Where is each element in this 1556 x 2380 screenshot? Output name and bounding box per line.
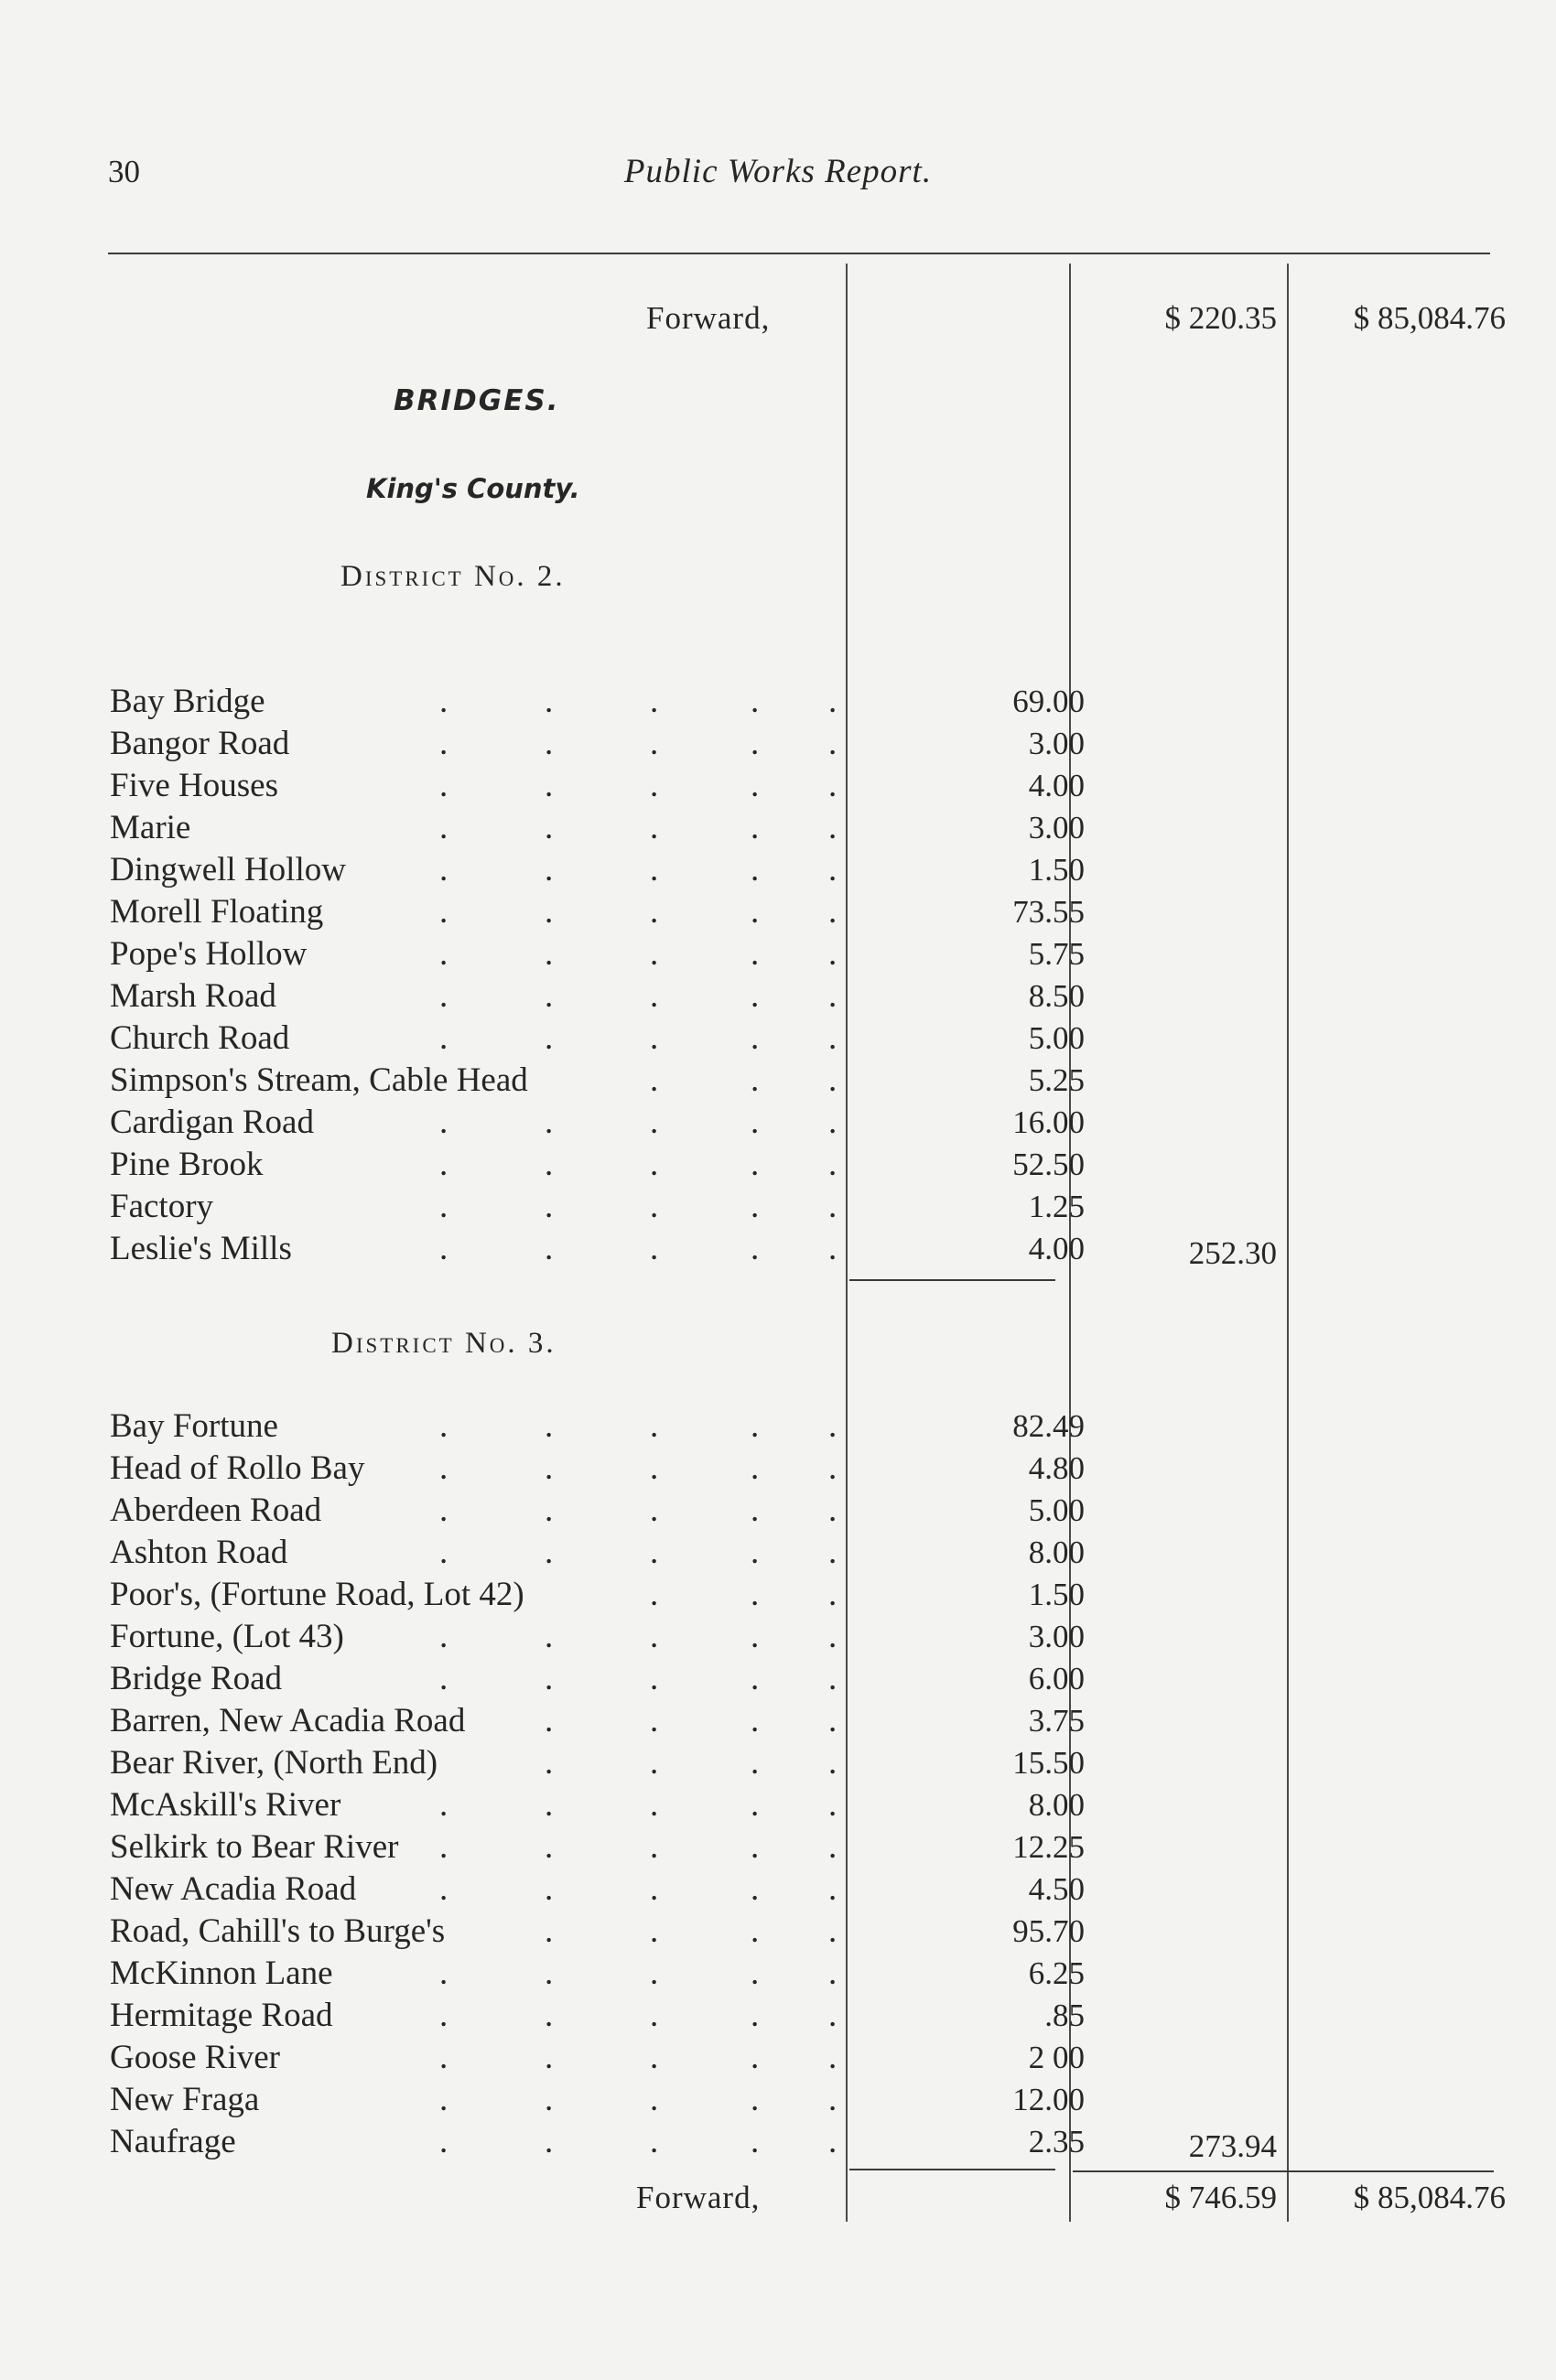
item-name: Poor's, (Fortune Road, Lot 42) bbox=[110, 1576, 524, 1613]
item-amount: 12.00 bbox=[1012, 2082, 1085, 2117]
item-amount: 2.35 bbox=[1028, 2124, 1085, 2159]
list-item: Goose River . . . . . 2 00 bbox=[110, 2037, 1071, 2079]
list-item: Naufrage . . . . . 2.35 bbox=[110, 2121, 1071, 2163]
item-amount: 69.00 bbox=[1012, 684, 1085, 719]
forward-top-total: $ 85,084.76 bbox=[1353, 300, 1506, 336]
item-name: Five Houses bbox=[110, 767, 278, 804]
item-amount: 5.75 bbox=[1028, 936, 1085, 972]
item-name: Road, Cahill's to Burge's bbox=[110, 1912, 446, 1950]
list-item: Hermitage Road . . . . . .85 bbox=[110, 1995, 1071, 2037]
item-amount: 8.00 bbox=[1028, 1787, 1085, 1823]
forward-bottom-total: $ 85,084.76 bbox=[1353, 2180, 1506, 2215]
item-amount: 6.25 bbox=[1028, 1955, 1085, 1991]
item-name: Bridge Road bbox=[110, 1660, 283, 1697]
item-name: Morell Floating bbox=[110, 893, 324, 931]
item-amount: 8.50 bbox=[1028, 978, 1085, 1014]
item-amount: 95.70 bbox=[1012, 1913, 1085, 1949]
list-item: Dingwell Hollow . . . . . 1.50 bbox=[110, 849, 1071, 891]
list-item: Road, Cahill's to Burge's . . . . 95.70 bbox=[110, 1911, 1071, 1953]
list-item: Bay Fortune . . . . . 82.49 bbox=[110, 1405, 1071, 1448]
item-name: Bangor Road bbox=[110, 725, 290, 762]
list-item: Cardigan Road . . . . . 16.00 bbox=[110, 1102, 1071, 1144]
item-name: New Fraga bbox=[110, 2081, 260, 2118]
item-name: McKinnon Lane bbox=[110, 1955, 333, 1992]
running-title: Public Works Report. bbox=[623, 153, 933, 190]
item-name: Marsh Road bbox=[110, 977, 276, 1015]
list-item: Pine Brook . . . . . 52.50 bbox=[110, 1144, 1071, 1186]
list-item: Factory . . . . . 1.25 bbox=[110, 1186, 1071, 1228]
item-name: Cardigan Road bbox=[110, 1104, 314, 1141]
list-item: Church Road . . . . . 5.00 bbox=[110, 1018, 1071, 1060]
item-name: Pine Brook bbox=[110, 1146, 264, 1183]
item-name: Hermitage Road bbox=[110, 1997, 333, 2034]
item-amount: 3.00 bbox=[1028, 1619, 1085, 1654]
item-name: Bear River, (North End) bbox=[110, 1744, 438, 1782]
item-amount: 1.25 bbox=[1028, 1189, 1085, 1224]
item-amount: 8.00 bbox=[1028, 1535, 1085, 1570]
item-amount: 5.00 bbox=[1028, 1020, 1085, 1056]
item-name: Bay Fortune bbox=[110, 1407, 278, 1445]
list-item: Bridge Road . . . . . 6.00 bbox=[110, 1658, 1071, 1700]
item-name: Aberdeen Road bbox=[110, 1492, 322, 1529]
list-item: Barren, New Acadia Road . . . . 3.75 bbox=[110, 1700, 1071, 1742]
item-amount: 5.00 bbox=[1028, 1492, 1085, 1528]
district-3-sum-rule bbox=[849, 2169, 1055, 2170]
item-name: Naufrage bbox=[110, 2123, 236, 2160]
list-item: Head of Rollo Bay . . . . . 4.80 bbox=[110, 1448, 1071, 1490]
item-amount: 3.75 bbox=[1028, 1703, 1085, 1739]
district-2-subtotal: 252.30 bbox=[1188, 1235, 1277, 1271]
item-name: Leslie's Mills bbox=[110, 1230, 292, 1267]
item-name: Dingwell Hollow bbox=[110, 851, 346, 888]
item-name: New Acadia Road bbox=[110, 1870, 357, 1908]
list-item: Pope's Hollow . . . . . 5.75 bbox=[110, 933, 1071, 975]
section-heading: BRIDGES. bbox=[394, 384, 560, 417]
item-name: Bay Bridge bbox=[110, 683, 265, 720]
item-name: Church Road bbox=[110, 1019, 290, 1057]
item-amount: 1.50 bbox=[1028, 852, 1085, 888]
district-2-heading: District No. 2. bbox=[340, 560, 566, 593]
list-item: Bear River, (North End) . . . . 15.50 bbox=[110, 1742, 1071, 1784]
list-item: Bangor Road . . . . . 3.00 bbox=[110, 723, 1071, 765]
item-name: Selkirk to Bear River bbox=[110, 1828, 399, 1866]
forward-bottom-subtotal: $ 746.59 bbox=[1164, 2180, 1277, 2215]
list-item: Five Houses . . . . . 4.00 bbox=[110, 765, 1071, 807]
district-2-sum-rule bbox=[849, 1279, 1055, 1281]
forward-top-subtotal: $ 220.35 bbox=[1164, 300, 1277, 336]
item-name: Fortune, (Lot 43) bbox=[110, 1618, 344, 1655]
item-name: Factory bbox=[110, 1188, 214, 1225]
list-item: Bay Bridge . . . . . 69.00 bbox=[110, 681, 1071, 723]
item-name: Pope's Hollow bbox=[110, 935, 308, 973]
county-heading: King's County. bbox=[366, 473, 580, 504]
list-item: Morell Floating . . . . . 73.55 bbox=[110, 891, 1071, 933]
forward-bottom-label: Forward, bbox=[636, 2180, 761, 2215]
list-item: Marsh Road . . . . . 8.50 bbox=[110, 975, 1071, 1018]
bottom-col-rule bbox=[1073, 2170, 1494, 2172]
item-name: McAskill's River bbox=[110, 1786, 341, 1824]
column-rule-3 bbox=[1287, 264, 1289, 2222]
item-name: Simpson's Stream, Cable Head bbox=[110, 1061, 528, 1099]
item-name: Barren, New Acadia Road bbox=[110, 1702, 466, 1739]
item-amount: 82.49 bbox=[1012, 1408, 1085, 1444]
item-amount: 73.55 bbox=[1012, 894, 1085, 930]
item-amount: 3.00 bbox=[1028, 810, 1085, 845]
item-amount: 6.00 bbox=[1028, 1661, 1085, 1696]
item-amount: 4.80 bbox=[1028, 1450, 1085, 1486]
item-amount: 3.00 bbox=[1028, 726, 1085, 761]
list-item: Ashton Road . . . . . 8.00 bbox=[110, 1532, 1071, 1574]
list-item: Poor's, (Fortune Road, Lot 42) . . . 1.50 bbox=[110, 1574, 1071, 1616]
item-name: Goose River bbox=[110, 2039, 280, 2076]
list-item: Aberdeen Road . . . . . 5.00 bbox=[110, 1490, 1071, 1532]
item-amount: 4.00 bbox=[1028, 1231, 1085, 1266]
list-item: Selkirk to Bear River . . . . . 12.25 bbox=[110, 1826, 1071, 1868]
list-item: Simpson's Stream, Cable Head . . . 5.25 bbox=[110, 1060, 1071, 1102]
forward-top-label: Forward, bbox=[646, 300, 771, 336]
item-amount: 2 00 bbox=[1028, 2040, 1085, 2075]
list-item: Marie . . . . . 3.00 bbox=[110, 807, 1071, 849]
list-item: McAskill's River . . . . . 8.00 bbox=[110, 1784, 1071, 1826]
list-item: Leslie's Mills . . . . . 4.00 bbox=[110, 1228, 1071, 1270]
item-amount: 52.50 bbox=[1012, 1147, 1085, 1182]
item-name: Head of Rollo Bay bbox=[110, 1449, 365, 1487]
list-item: New Acadia Road . . . . . 4.50 bbox=[110, 1868, 1071, 1911]
item-amount: 12.25 bbox=[1012, 1829, 1085, 1865]
list-item: Fortune, (Lot 43) . . . . . 3.00 bbox=[110, 1616, 1071, 1658]
item-amount: 4.00 bbox=[1028, 768, 1085, 803]
item-amount: 1.50 bbox=[1028, 1577, 1085, 1612]
item-name: Ashton Road bbox=[110, 1534, 288, 1571]
list-item: New Fraga . . . . . 12.00 bbox=[110, 2079, 1071, 2121]
item-amount: 16.00 bbox=[1012, 1104, 1085, 1140]
list-item: McKinnon Lane . . . . . 6.25 bbox=[110, 1953, 1071, 1995]
item-amount: 4.50 bbox=[1028, 1871, 1085, 1907]
page-number: 30 bbox=[108, 154, 140, 189]
district-3-subtotal: 273.94 bbox=[1188, 2128, 1277, 2164]
header-rule bbox=[108, 253, 1490, 254]
item-amount: 5.25 bbox=[1028, 1062, 1085, 1098]
district-3-heading: District No. 3. bbox=[331, 1327, 556, 1360]
item-name: Marie bbox=[110, 809, 191, 846]
item-amount: .85 bbox=[1044, 1998, 1085, 2033]
item-amount: 15.50 bbox=[1012, 1745, 1085, 1781]
